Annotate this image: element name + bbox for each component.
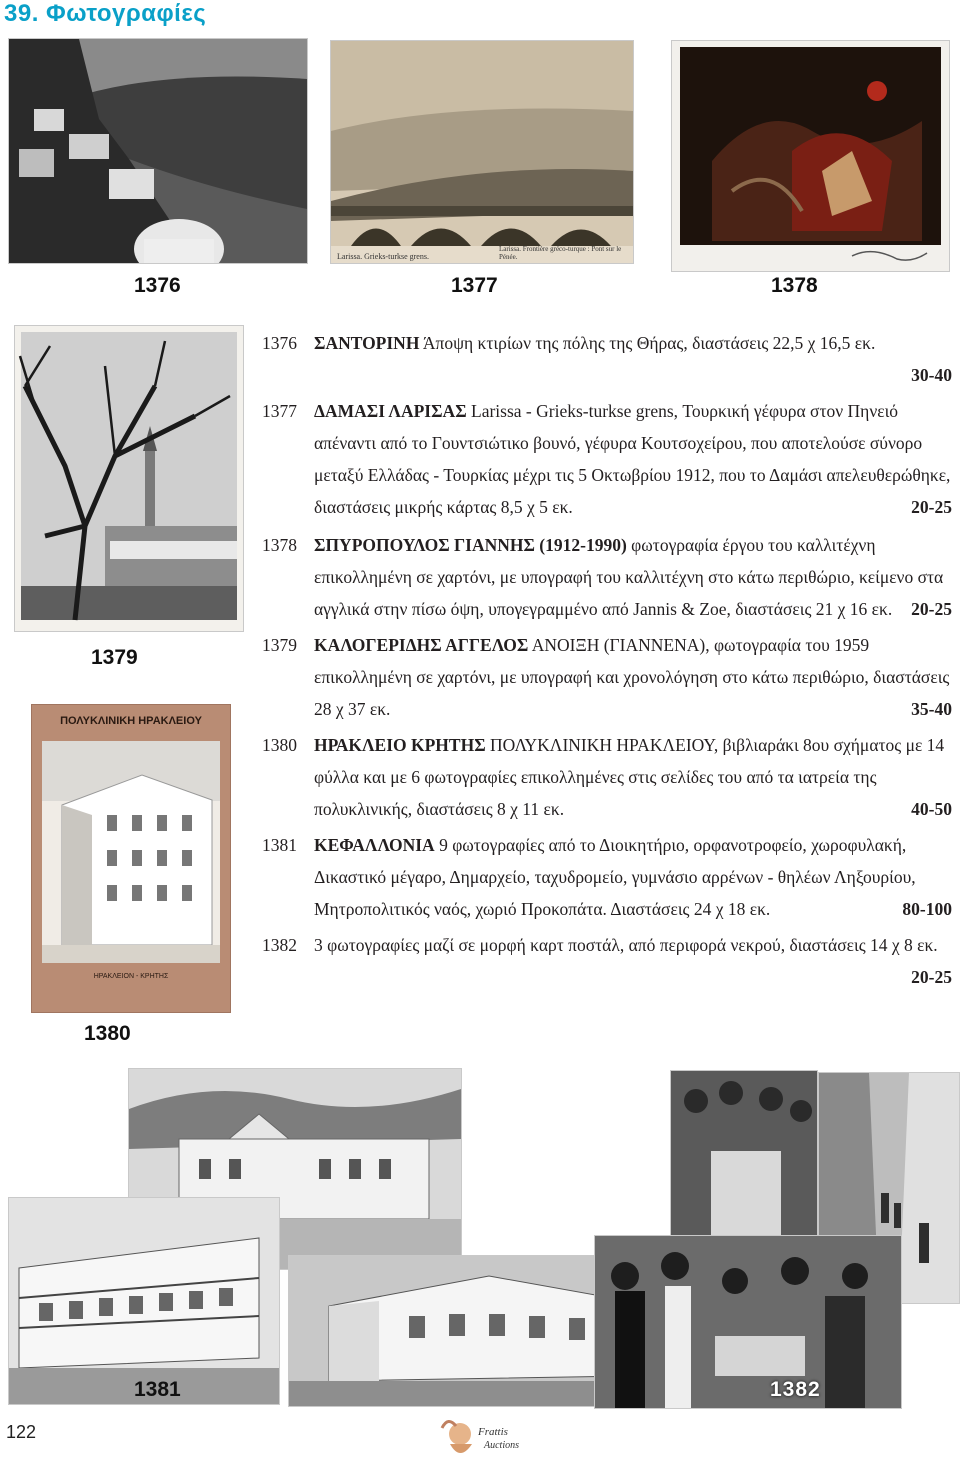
photo-1382-c[interactable]	[594, 1235, 902, 1409]
photo-1376[interactable]	[8, 38, 308, 264]
entry-title: ΣΑΝΤΟΡΙΝΗ	[314, 333, 420, 353]
entry-1377	[262, 395, 952, 523]
entry-number: 1381	[262, 835, 297, 855]
lot-label-1378: 1378	[771, 274, 818, 297]
cherub-logo-icon	[440, 1414, 530, 1464]
entry-1376	[262, 327, 952, 391]
entry-title: ΗΡΑΚΛΕΙΟ ΚΡΗΤΗΣ	[314, 735, 486, 755]
photo-1377-caption-left: Larissa. Grieks-turkse grens.	[337, 252, 429, 261]
entry-title: ΣΠΥΡΟΠΟΥΛΟΣ ΓΙΑΝΝΗΣ (1912-1990)	[314, 535, 627, 555]
lot-label-1381: 1381	[134, 1378, 181, 1401]
logo-text-auctions: Auctions	[484, 1440, 519, 1451]
photo-1381-b[interactable]	[8, 1197, 280, 1405]
entry-description: ΠΟΛΥΚΛΙΝΙΚΗ ΗΡΑΚΛΕΙΟΥ, βιβλιαράκι 8ου σχήματος με 14 φύλλα και με 6 φωτογραφίες επικολλημένες στις σελίδες του από τα ιατρεία της πολυκλινικής, διαστάσεις 8 χ 11 εκ.	[314, 735, 945, 819]
entry-number: 1382	[262, 935, 297, 955]
entry-price: 35-40	[911, 699, 952, 719]
logo-text-frattis: Frattis	[478, 1426, 508, 1438]
entry-number: 1377	[262, 401, 297, 421]
page-number: 122	[6, 1422, 37, 1442]
lot-label-1376: 1376	[134, 274, 181, 297]
lot-entries	[262, 327, 952, 997]
entry-price: 40-50	[911, 799, 952, 819]
entry-number: 1376	[262, 333, 297, 353]
entry-1382	[262, 929, 952, 993]
entry-1381	[262, 829, 952, 925]
entry-description: ΑΝΟΙΞΗ (ΓΙΑΝΝΕΝΑ), φωτογραφία του 1959 επικολλημένη σε χαρτόνι, με υπογραφή και χρονολόγηση στο κάτω περιθώριο, διαστάσεις 28 χ 37 εκ.	[314, 635, 950, 719]
entry-price: 80-100	[902, 899, 952, 919]
entry-number: 1379	[262, 635, 297, 655]
photo-1377[interactable]	[330, 40, 634, 264]
photo-1379[interactable]	[14, 325, 244, 632]
entry-price: 30-40	[911, 365, 952, 385]
entry-description: Άποψη κτιρίων της πόλης της Θήρας, διαστάσεις 22,5 χ 16,5 εκ.	[419, 333, 876, 353]
entry-description: 9 φωτογραφίες από το Διοικητήριο, ορφανοτροφείο, χωροφυλακή, Δικαστικό μέγαρο, Δημαρχείο, ταχυδρομείο, γυμνάσιο αρρένων - θηλέων Ληξουρίου, Μητροπολιτικός ναός, χωριό Προκοπάτα. Διαστάσεις 24 χ 18 εκ.	[314, 835, 916, 919]
entry-1380	[262, 729, 952, 825]
entry-description: 3 φωτογραφίες μαζί σε μορφή καρτ ποστάλ, από περιφορά νεκρού, διαστάσεις 14 χ 8 εκ.	[314, 935, 938, 955]
lot-label-1382: 1382	[770, 1378, 821, 1401]
lot-label-1377: 1377	[451, 274, 498, 297]
entry-title: ΚΕΦΑΛΛΟΝΙΑ	[314, 835, 435, 855]
entry-description: Larissa - Grieks-turkse grens, Τουρκική γέφυρα στον Πηνειό απέναντι από το Γουντσιώτικο βουνό, γέφυρα Κουτσοχείρου, που αποτελούσε σύνορο μεταξύ Ελλάδας - Τουρκίας μέχρι τις 5 Οκτωβρίου 1912, που το Δαμάσι απελευθερώθηκε, διαστάσεις μικρής κάρτας 8,5 χ 5 εκ.	[314, 401, 951, 517]
auction-house-logo	[440, 1414, 530, 1464]
booklet-cover-footer: ΗΡΑΚΛΕΙΟΝ - ΚΡΗΤΗΣ	[93, 973, 169, 980]
entry-description: φωτογραφία έργου του καλλιτέχνη επικολλημένη σε χαρτόνι, με υπογραφή του καλλιτέχνη στο κάτω περιθώριο, κείμενο στα αγγλικά στην πίσω όψη, υπογεγραμμένο από Jannis & Zoe, διαστάσεις 21 χ 16 εκ.	[314, 535, 944, 619]
lot-label-1380: 1380	[84, 1022, 131, 1045]
lot-label-1379: 1379	[91, 646, 138, 669]
entry-1379	[262, 629, 952, 725]
photo-1378[interactable]	[671, 40, 950, 272]
entry-price: 20-25	[911, 599, 952, 619]
entry-price: 20-25	[911, 497, 952, 517]
entry-number: 1378	[262, 535, 297, 555]
entry-number: 1380	[262, 735, 297, 755]
booklet-cover-title: ΠΟΛΥΚΛΙΝΙΚΗ ΗΡΑΚΛΕΙΟΥ	[60, 715, 202, 727]
entry-1378	[262, 529, 952, 625]
section-title: 39. Φωτογραφίες	[4, 0, 207, 27]
entry-price: 20-25	[911, 967, 952, 987]
photo-1377-caption-right: Larissa. Frontière gréco-turque : Pont sur le Pénée.	[499, 245, 622, 261]
entry-title: ΔΑΜΑΣΙ ΛΑΡΙΣΑΣ	[314, 401, 467, 421]
page-header	[0, 0, 960, 30]
photo-1380[interactable]	[31, 704, 231, 1013]
entry-title: ΚΑΛΟΓΕΡΙΔΗΣ ΑΓΓΕΛΟΣ	[314, 635, 529, 655]
